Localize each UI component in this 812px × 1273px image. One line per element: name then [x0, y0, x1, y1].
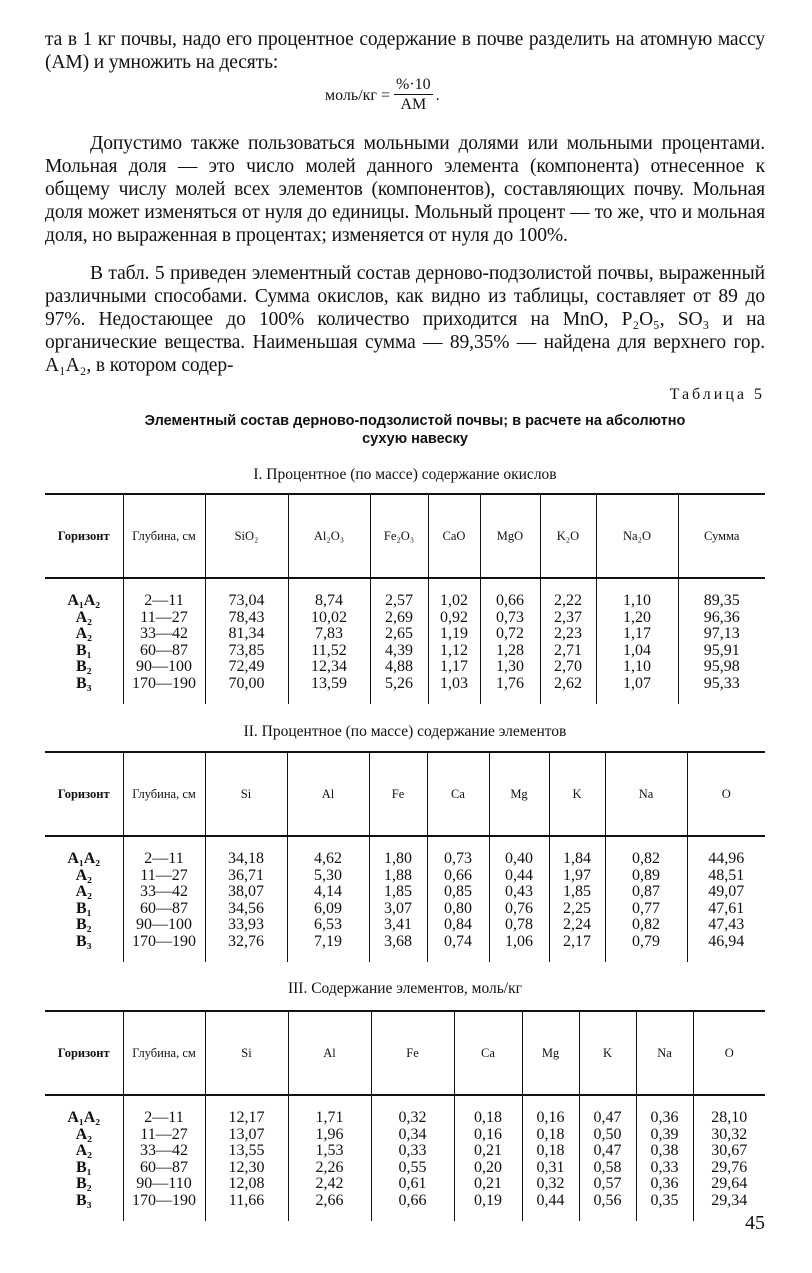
- value-cell: 89,35: [678, 593, 765, 610]
- value-cell: 33,93: [205, 917, 287, 934]
- horizon-cell: A₁A₂: [67, 592, 101, 609]
- table-label: Таблица 5: [669, 386, 765, 403]
- column-header: Na: [636, 1011, 693, 1095]
- column-header: SiO₂: [205, 494, 288, 578]
- value-cell: 1,88: [369, 868, 427, 885]
- horizon-cell: A₁A₂: [67, 850, 101, 867]
- value-cell: 4,62: [287, 851, 369, 868]
- horizon-cell: B₂: [76, 916, 92, 933]
- column-header: Fe: [369, 752, 427, 836]
- column-header: Al: [288, 1011, 371, 1095]
- column-header: Горизонт: [45, 752, 123, 836]
- value-cell: 1,06: [489, 934, 549, 951]
- value-cell: 3,07: [369, 901, 427, 918]
- value-cell: 0,20: [454, 1160, 522, 1177]
- horizon-cell: A₂: [75, 883, 92, 900]
- value-cell: 1,03: [428, 676, 480, 693]
- value-cell: 0,79: [605, 934, 687, 951]
- table-row: [45, 1160, 765, 1177]
- value-cell: 6,09: [287, 901, 369, 918]
- value-cell: 0,33: [371, 1143, 454, 1160]
- value-cell: 1,10: [596, 593, 678, 610]
- value-cell: 0,74: [427, 934, 489, 951]
- value-cell: 4,14: [287, 884, 369, 901]
- value-cell: 2,69: [370, 610, 428, 627]
- value-cell: 0,56: [579, 1193, 636, 1210]
- value-cell: 0,66: [427, 868, 489, 885]
- value-cell: 0,73: [427, 851, 489, 868]
- value-cell: 2,37: [540, 610, 596, 627]
- value-cell: 95,33: [678, 676, 765, 693]
- value-cell: 12,30: [205, 1160, 288, 1177]
- horizon-cell: B₂: [76, 1175, 92, 1192]
- value-cell: 0,84: [427, 917, 489, 934]
- depth-cell: 90—110: [123, 1176, 205, 1193]
- horizon-cell: B₂: [76, 658, 92, 675]
- column-header: Mg: [522, 1011, 579, 1095]
- depth-cell: 2—11: [123, 851, 205, 868]
- header-row: [45, 1011, 765, 1095]
- column-header: MgO: [480, 494, 540, 578]
- value-cell: 0,16: [454, 1127, 522, 1144]
- value-cell: 29,34: [693, 1193, 765, 1210]
- horizon-cell: B₃: [76, 932, 92, 950]
- column-header: Ca: [454, 1011, 522, 1095]
- horizon-cell: B₁: [76, 1158, 92, 1176]
- depth-cell: 60—87: [123, 1160, 205, 1177]
- value-cell: 0,58: [579, 1160, 636, 1177]
- value-cell: 34,18: [205, 851, 287, 868]
- column-header: Fe₂O₃: [370, 494, 428, 578]
- value-cell: 0,40: [489, 851, 549, 868]
- depth-cell: 2—11: [123, 1110, 205, 1127]
- value-cell: 0,31: [522, 1160, 579, 1177]
- value-cell: 78,43: [205, 610, 288, 627]
- value-cell: 1,07: [596, 676, 678, 693]
- table-row: [45, 1176, 765, 1193]
- value-cell: 97,13: [678, 626, 765, 643]
- column-header: Сумма: [678, 494, 765, 578]
- value-cell: 5,26: [370, 676, 428, 693]
- value-cell: 1,10: [596, 659, 678, 676]
- value-cell: 72,49: [205, 659, 288, 676]
- horizon-cell: A₂: [75, 1125, 92, 1143]
- depth-cell: 60—87: [123, 901, 205, 918]
- column-header: Al₂O₃: [288, 494, 370, 578]
- value-cell: 0,85: [427, 884, 489, 901]
- table-row: [45, 851, 765, 868]
- value-cell: 0,47: [579, 1110, 636, 1127]
- column-header: CaO: [428, 494, 480, 578]
- value-cell: 2,62: [540, 676, 596, 693]
- depth-cell: 170—190: [123, 676, 205, 693]
- column-header: Глубина, см: [123, 1011, 205, 1095]
- column-header: Глубина, см: [123, 494, 205, 578]
- depth-cell: 11—27: [123, 610, 205, 627]
- section-title-1: I. Процентное (по массе) содержание окислов: [253, 466, 557, 483]
- value-cell: 32,76: [205, 934, 287, 951]
- value-cell: 0,87: [605, 884, 687, 901]
- depth-cell: 33—42: [123, 1143, 205, 1160]
- value-cell: 1,28: [480, 643, 540, 660]
- value-cell: 0,47: [579, 1143, 636, 1160]
- horizon-cell: A₂: [75, 866, 92, 884]
- formula: [325, 76, 440, 115]
- horizon-cell: A₂: [75, 625, 92, 642]
- column-header: Ca: [427, 752, 489, 836]
- column-header: Si: [205, 1011, 288, 1095]
- horizon-cell: B₁: [76, 899, 92, 917]
- depth-cell: 170—190: [123, 934, 205, 951]
- value-cell: 1,30: [480, 659, 540, 676]
- column-header: O: [687, 752, 765, 836]
- page-number: 45: [745, 1212, 765, 1234]
- value-cell: 46,94: [687, 934, 765, 951]
- value-cell: 48,51: [687, 868, 765, 885]
- table-row: [45, 934, 765, 951]
- value-cell: 36,71: [205, 868, 287, 885]
- value-cell: 5,30: [287, 868, 369, 885]
- table-elements-percent: [45, 751, 765, 962]
- table-title: Элементный состав дерново-подзолистой почвы; в расчете на абсолютно сухую навеску: [144, 413, 686, 447]
- column-header: O: [693, 1011, 765, 1095]
- value-cell: 1,97: [549, 868, 605, 885]
- depth-cell: 11—27: [123, 1127, 205, 1144]
- column-header: Fe: [371, 1011, 454, 1095]
- section-title-2: II. Процентное (по массе) содержание элементов: [243, 723, 567, 740]
- value-cell: 0,43: [489, 884, 549, 901]
- value-cell: 49,07: [687, 884, 765, 901]
- value-cell: 0,80: [427, 901, 489, 918]
- value-cell: 2,42: [288, 1176, 371, 1193]
- value-cell: 0,82: [605, 851, 687, 868]
- value-cell: 0,66: [371, 1193, 454, 1210]
- value-cell: 0,61: [371, 1176, 454, 1193]
- paragraph-2: Допустимо также пользоваться мольными долями или мольными процентами. Мольная доля — это число молей данного элемента (компонента) отнесенное к общему числу молей всех элементов (компонентов), составляющих почву. Мольная доля может изменяться от нуля до единицы. Мольный процент — то же, что и мольная доля, но выраженная в процентах; изменяется от нуля до 100%.: [45, 133, 765, 246]
- value-cell: 1,19: [428, 626, 480, 643]
- depth-cell: 2—11: [123, 593, 205, 610]
- column-header: Si: [205, 752, 287, 836]
- value-cell: 10,02: [288, 610, 370, 627]
- table-elements-molkg: [45, 1010, 765, 1221]
- value-cell: 0,18: [522, 1143, 579, 1160]
- value-cell: 0,18: [522, 1127, 579, 1144]
- value-cell: 0,44: [522, 1193, 579, 1210]
- table-row: [45, 1143, 765, 1160]
- header-row: [45, 752, 765, 836]
- depth-cell: 90—100: [123, 659, 205, 676]
- paragraph-3: В табл. 5 приведен элементный состав дерново-подзолистой почвы, выраженный различными способами. Сумма окислов, как видно из таблицы, составляет от 89 до 97%. Недостающее до 100% количество приходится на MnO, P₂O₅, SO₃ и на органические вещества. Наименьшая сумма — 89,35% — найдена для верхнего гор. A₁A₂, в котором содер-: [45, 263, 765, 376]
- value-cell: 2,26: [288, 1160, 371, 1177]
- value-cell: 70,00: [205, 676, 288, 693]
- value-cell: 12,34: [288, 659, 370, 676]
- depth-cell: 33—42: [123, 884, 205, 901]
- formula-numerator: %·10: [396, 76, 431, 93]
- value-cell: 2,24: [549, 917, 605, 934]
- value-cell: 2,22: [540, 593, 596, 610]
- value-cell: 29,76: [693, 1160, 765, 1177]
- value-cell: 1,71: [288, 1110, 371, 1127]
- value-cell: 2,71: [540, 643, 596, 660]
- value-cell: 1,20: [596, 610, 678, 627]
- value-cell: 38,07: [205, 884, 287, 901]
- table-row: [45, 1127, 765, 1144]
- value-cell: 34,56: [205, 901, 287, 918]
- value-cell: 0,34: [371, 1127, 454, 1144]
- table-row: [45, 868, 765, 885]
- table-row: [45, 901, 765, 918]
- table-row: [45, 676, 765, 693]
- column-header: Al: [287, 752, 369, 836]
- value-cell: 4,39: [370, 643, 428, 660]
- value-cell: 0,89: [605, 868, 687, 885]
- value-cell: 0,66: [480, 593, 540, 610]
- column-header: Горизонт: [45, 1011, 123, 1095]
- value-cell: 2,57: [370, 593, 428, 610]
- value-cell: 0,16: [522, 1110, 579, 1127]
- value-cell: 30,67: [693, 1143, 765, 1160]
- value-cell: 0,19: [454, 1193, 522, 1210]
- table-row: [45, 593, 765, 610]
- value-cell: 47,43: [687, 917, 765, 934]
- table-row: [45, 626, 765, 643]
- value-cell: 6,53: [287, 917, 369, 934]
- value-cell: 28,10: [693, 1110, 765, 1127]
- value-cell: 0,44: [489, 868, 549, 885]
- table-row: [45, 643, 765, 660]
- value-cell: 0,36: [636, 1110, 693, 1127]
- value-cell: 44,96: [687, 851, 765, 868]
- value-cell: 4,88: [370, 659, 428, 676]
- value-cell: 1,53: [288, 1143, 371, 1160]
- horizon-cell: B₃: [76, 674, 92, 692]
- value-cell: 3,41: [369, 917, 427, 934]
- column-header: Na: [605, 752, 687, 836]
- column-header: Глубина, см: [123, 752, 205, 836]
- value-cell: 1,17: [596, 626, 678, 643]
- formula-fraction: [394, 76, 433, 115]
- value-cell: 30,32: [693, 1127, 765, 1144]
- value-cell: 1,80: [369, 851, 427, 868]
- horizon-cell: A₂: [75, 1142, 92, 1159]
- depth-cell: 11—27: [123, 868, 205, 885]
- value-cell: 0,77: [605, 901, 687, 918]
- depth-cell: 60—87: [123, 643, 205, 660]
- value-cell: 0,76: [489, 901, 549, 918]
- depth-cell: 170—190: [123, 1193, 205, 1210]
- formula-denominator: AM: [400, 96, 427, 113]
- formula-lhs: моль/кг =: [325, 86, 390, 104]
- value-cell: 13,07: [205, 1127, 288, 1144]
- value-cell: 2,70: [540, 659, 596, 676]
- value-cell: 13,59: [288, 676, 370, 693]
- value-cell: 0,39: [636, 1127, 693, 1144]
- horizon-cell: B₃: [76, 1191, 92, 1209]
- column-header: Na₂O: [596, 494, 678, 578]
- value-cell: 1,85: [369, 884, 427, 901]
- value-cell: 1,12: [428, 643, 480, 660]
- value-cell: 2,65: [370, 626, 428, 643]
- table-row: [45, 1193, 765, 1210]
- table-row: [45, 917, 765, 934]
- value-cell: 1,17: [428, 659, 480, 676]
- value-cell: 13,55: [205, 1143, 288, 1160]
- value-cell: 95,98: [678, 659, 765, 676]
- value-cell: 0,18: [454, 1110, 522, 1127]
- value-cell: 7,19: [287, 934, 369, 951]
- value-cell: 11,52: [288, 643, 370, 660]
- value-cell: 96,36: [678, 610, 765, 627]
- value-cell: 0,21: [454, 1176, 522, 1193]
- value-cell: 0,55: [371, 1160, 454, 1177]
- value-cell: 1,85: [549, 884, 605, 901]
- horizon-cell: B₁: [76, 641, 92, 659]
- value-cell: 73,04: [205, 593, 288, 610]
- section-title-3: III. Содержание элементов, моль/кг: [287, 980, 523, 997]
- value-cell: 47,61: [687, 901, 765, 918]
- value-cell: 3,68: [369, 934, 427, 951]
- depth-cell: 90—100: [123, 917, 205, 934]
- value-cell: 0,35: [636, 1193, 693, 1210]
- column-header: Горизонт: [45, 494, 123, 578]
- value-cell: 2,25: [549, 901, 605, 918]
- value-cell: 11,66: [205, 1193, 288, 1210]
- column-header: K₂O: [540, 494, 596, 578]
- value-cell: 29,64: [693, 1176, 765, 1193]
- value-cell: 1,04: [596, 643, 678, 660]
- value-cell: 81,34: [205, 626, 288, 643]
- table-row: [45, 884, 765, 901]
- value-cell: 1,84: [549, 851, 605, 868]
- header-row: [45, 494, 765, 578]
- horizon-cell: A₂: [75, 608, 92, 626]
- column-header: K: [579, 1011, 636, 1095]
- depth-cell: 33—42: [123, 626, 205, 643]
- value-cell: 7,83: [288, 626, 370, 643]
- table-row: [45, 1110, 765, 1127]
- value-cell: 0,36: [636, 1176, 693, 1193]
- value-cell: 73,85: [205, 643, 288, 660]
- value-cell: 1,02: [428, 593, 480, 610]
- paragraph-1: та в 1 кг почвы, надо его процентное содержание в почве разделить на атомную массу (AM) и умножить на десять:: [45, 29, 765, 73]
- value-cell: 0,32: [371, 1110, 454, 1127]
- formula-end: .: [435, 86, 440, 104]
- value-cell: 0,73: [480, 610, 540, 627]
- value-cell: 0,50: [579, 1127, 636, 1144]
- value-cell: 0,72: [480, 626, 540, 643]
- value-cell: 0,33: [636, 1160, 693, 1177]
- value-cell: 0,32: [522, 1176, 579, 1193]
- value-cell: 1,96: [288, 1127, 371, 1144]
- value-cell: 8,74: [288, 593, 370, 610]
- value-cell: 12,17: [205, 1110, 288, 1127]
- value-cell: 0,21: [454, 1143, 522, 1160]
- table-row: [45, 610, 765, 627]
- value-cell: 12,08: [205, 1176, 288, 1193]
- value-cell: 0,57: [579, 1176, 636, 1193]
- value-cell: 0,82: [605, 917, 687, 934]
- value-cell: 0,92: [428, 610, 480, 627]
- table-oxides: [45, 493, 765, 704]
- value-cell: 1,76: [480, 676, 540, 693]
- horizon-cell: A₁A₂: [67, 1109, 101, 1126]
- value-cell: 0,38: [636, 1143, 693, 1160]
- table-row: [45, 659, 765, 676]
- value-cell: 2,23: [540, 626, 596, 643]
- value-cell: 2,66: [288, 1193, 371, 1210]
- value-cell: 0,78: [489, 917, 549, 934]
- value-cell: 95,91: [678, 643, 765, 660]
- value-cell: 2,17: [549, 934, 605, 951]
- column-header: K: [549, 752, 605, 836]
- column-header: Mg: [489, 752, 549, 836]
